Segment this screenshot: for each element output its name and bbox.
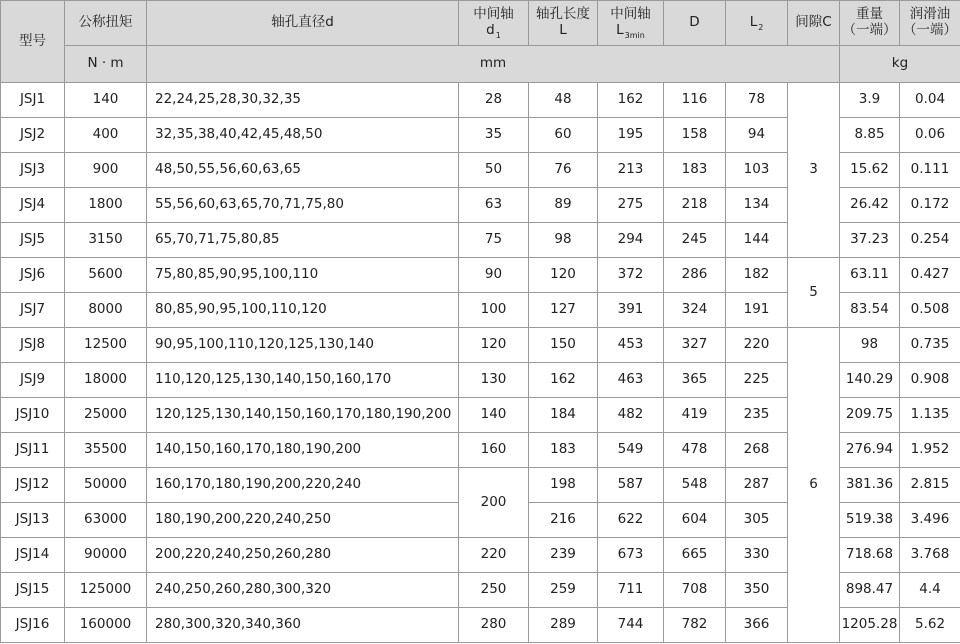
header-weight (840, 1, 900, 46)
weight-cell: 140.29 (840, 363, 900, 398)
bore-cell: 75,80,85,90,95,100,110 (147, 258, 459, 293)
model-cell: JSJ8 (1, 328, 65, 363)
d1-cell: 120 (459, 328, 529, 363)
torque-cell: 90000 (65, 538, 147, 573)
oil-cell: 1.135 (900, 398, 960, 433)
model-cell: JSJ15 (1, 573, 65, 608)
L2-cell: 220 (726, 328, 788, 363)
table-row (1, 258, 960, 293)
model-cell: JSJ13 (1, 503, 65, 538)
header-L3 (598, 1, 664, 46)
header-L2 (726, 1, 788, 46)
torque-cell: 125000 (65, 573, 147, 608)
weight-cell: 26.42 (840, 188, 900, 223)
model-cell: JSJ11 (1, 433, 65, 468)
L3-cell: 673 (598, 538, 664, 573)
weight-cell: 98 (840, 328, 900, 363)
table-row (1, 83, 960, 118)
table-body (1, 83, 960, 643)
header-d1-top: 中间轴 (473, 6, 514, 23)
header-L (529, 1, 598, 46)
bore-cell: 120,125,130,140,150,160,170,180,190,200 (147, 398, 459, 433)
L-cell: 183 (529, 433, 598, 468)
L2-cell: 268 (726, 433, 788, 468)
header-gap: 间隙C (788, 1, 840, 46)
header-L2-sub: 2 (758, 23, 764, 33)
header-d1 (459, 1, 529, 46)
L2-cell: 350 (726, 573, 788, 608)
L3-cell: 622 (598, 503, 664, 538)
L-cell: 239 (529, 538, 598, 573)
torque-cell: 35500 (65, 433, 147, 468)
oil-cell: 3.496 (900, 503, 960, 538)
L2-cell: 144 (726, 223, 788, 258)
gap-cell: 5 (788, 258, 840, 328)
L2-cell: 330 (726, 538, 788, 573)
L3-cell: 391 (598, 293, 664, 328)
D-cell: 324 (664, 293, 726, 328)
D-cell: 327 (664, 328, 726, 363)
L3-cell: 275 (598, 188, 664, 223)
bore-cell: 140,150,160,170,180,190,200 (147, 433, 459, 468)
L-cell: 198 (529, 468, 598, 503)
model-cell: JSJ9 (1, 363, 65, 398)
header-oil-bottom: （一端） (903, 22, 957, 38)
torque-cell: 1800 (65, 188, 147, 223)
model-cell: JSJ14 (1, 538, 65, 573)
header-L3-sub: 3min (624, 31, 645, 40)
model-cell: JSJ12 (1, 468, 65, 503)
D-cell: 548 (664, 468, 726, 503)
D-cell: 708 (664, 573, 726, 608)
L3-cell: 195 (598, 118, 664, 153)
weight-cell: 718.68 (840, 538, 900, 573)
bore-cell: 180,190,200,220,240,250 (147, 503, 459, 538)
header-L-bottom: L (559, 22, 567, 38)
weight-cell: 276.94 (840, 433, 900, 468)
weight-cell: 381.36 (840, 468, 900, 503)
D-cell: 419 (664, 398, 726, 433)
L3-cell: 213 (598, 153, 664, 188)
model-cell: JSJ5 (1, 223, 65, 258)
oil-cell: 0.04 (900, 83, 960, 118)
model-cell: JSJ2 (1, 118, 65, 153)
weight-cell: 1205.28 (840, 608, 900, 643)
bore-cell: 240,250,260,280,300,320 (147, 573, 459, 608)
weight-cell: 37.23 (840, 223, 900, 258)
gap-cell: 3 (788, 83, 840, 258)
L3-cell: 549 (598, 433, 664, 468)
torque-cell: 63000 (65, 503, 147, 538)
d1-cell: 250 (459, 573, 529, 608)
L3-cell: 711 (598, 573, 664, 608)
header-weight-top: 重量 (856, 6, 883, 23)
L3-cell: 294 (598, 223, 664, 258)
oil-cell: 2.815 (900, 468, 960, 503)
table-header (1, 1, 960, 83)
D-cell: 245 (664, 223, 726, 258)
L-cell: 150 (529, 328, 598, 363)
L3-cell: 587 (598, 468, 664, 503)
weight-cell: 83.54 (840, 293, 900, 328)
L2-cell: 182 (726, 258, 788, 293)
L2-cell: 134 (726, 188, 788, 223)
header-oil (900, 1, 960, 46)
header-L3-bottom: L (616, 22, 624, 38)
model-cell: JSJ4 (1, 188, 65, 223)
bore-cell: 200,220,240,250,260,280 (147, 538, 459, 573)
header-weight-bottom: （一端） (842, 22, 897, 38)
D-cell: 116 (664, 83, 726, 118)
D-cell: 665 (664, 538, 726, 573)
bore-cell: 22,24,25,28,30,32,35 (147, 83, 459, 118)
D-cell: 478 (664, 433, 726, 468)
D-cell: 183 (664, 153, 726, 188)
oil-cell: 4.4 (900, 573, 960, 608)
D-cell: 604 (664, 503, 726, 538)
L-cell: 184 (529, 398, 598, 433)
D-cell: 158 (664, 118, 726, 153)
L-cell: 60 (529, 118, 598, 153)
model-cell: JSJ7 (1, 293, 65, 328)
D-cell: 286 (664, 258, 726, 293)
torque-cell: 18000 (65, 363, 147, 398)
unit-torque: N · m (65, 46, 147, 83)
d1-cell: 35 (459, 118, 529, 153)
L2-cell: 78 (726, 83, 788, 118)
torque-cell: 400 (65, 118, 147, 153)
torque-cell: 12500 (65, 328, 147, 363)
L2-cell: 225 (726, 363, 788, 398)
torque-cell: 140 (65, 83, 147, 118)
L2-cell: 94 (726, 118, 788, 153)
model-cell: JSJ6 (1, 258, 65, 293)
header-L-top: 轴孔长度 (536, 6, 590, 23)
torque-cell: 3150 (65, 223, 147, 258)
oil-cell: 0.172 (900, 188, 960, 223)
bore-cell: 280,300,320,340,360 (147, 608, 459, 643)
model-cell: JSJ10 (1, 398, 65, 433)
torque-cell: 50000 (65, 468, 147, 503)
torque-cell: 160000 (65, 608, 147, 643)
L3-cell: 453 (598, 328, 664, 363)
L-cell: 89 (529, 188, 598, 223)
L3-cell: 482 (598, 398, 664, 433)
header-d1-bottom: d (486, 22, 495, 38)
oil-cell: 0.735 (900, 328, 960, 363)
L-cell: 98 (529, 223, 598, 258)
model-cell: JSJ1 (1, 83, 65, 118)
d1-cell: 63 (459, 188, 529, 223)
d1-cell: 90 (459, 258, 529, 293)
L2-cell: 366 (726, 608, 788, 643)
L3-cell: 162 (598, 83, 664, 118)
L-cell: 76 (529, 153, 598, 188)
header-torque: 公称扭矩 (65, 1, 147, 46)
header-d1-sub: 1 (495, 31, 501, 40)
weight-cell: 519.38 (840, 503, 900, 538)
bore-cell: 90,95,100,110,120,125,130,140 (147, 328, 459, 363)
d1-cell: 200 (459, 468, 529, 538)
torque-cell: 25000 (65, 398, 147, 433)
bore-cell: 65,70,71,75,80,85 (147, 223, 459, 258)
unit-mm: mm (147, 46, 840, 83)
D-cell: 782 (664, 608, 726, 643)
oil-cell: 3.768 (900, 538, 960, 573)
L3-cell: 744 (598, 608, 664, 643)
L2-cell: 235 (726, 398, 788, 433)
L-cell: 127 (529, 293, 598, 328)
L3-cell: 372 (598, 258, 664, 293)
oil-cell: 0.427 (900, 258, 960, 293)
oil-cell: 0.908 (900, 363, 960, 398)
header-D: D (664, 1, 726, 46)
bore-cell: 160,170,180,190,200,220,240 (147, 468, 459, 503)
bore-cell: 55,56,60,63,65,70,71,75,80 (147, 188, 459, 223)
L2-cell: 305 (726, 503, 788, 538)
table-row (1, 328, 960, 363)
D-cell: 218 (664, 188, 726, 223)
weight-cell: 8.85 (840, 118, 900, 153)
weight-cell: 3.9 (840, 83, 900, 118)
torque-cell: 900 (65, 153, 147, 188)
d1-cell: 75 (459, 223, 529, 258)
L-cell: 162 (529, 363, 598, 398)
d1-cell: 130 (459, 363, 529, 398)
L2-cell: 287 (726, 468, 788, 503)
d1-cell: 140 (459, 398, 529, 433)
d1-cell: 160 (459, 433, 529, 468)
L-cell: 259 (529, 573, 598, 608)
bore-cell: 32,35,38,40,42,45,48,50 (147, 118, 459, 153)
L-cell: 289 (529, 608, 598, 643)
d1-cell: 50 (459, 153, 529, 188)
model-cell: JSJ3 (1, 153, 65, 188)
torque-cell: 5600 (65, 258, 147, 293)
oil-cell: 0.508 (900, 293, 960, 328)
oil-cell: 0.111 (900, 153, 960, 188)
model-cell: JSJ16 (1, 608, 65, 643)
d1-cell: 100 (459, 293, 529, 328)
L-cell: 48 (529, 83, 598, 118)
d1-cell: 220 (459, 538, 529, 573)
oil-cell: 5.62 (900, 608, 960, 643)
D-cell: 365 (664, 363, 726, 398)
gap-cell: 6 (788, 328, 840, 643)
bore-cell: 48,50,55,56,60,63,65 (147, 153, 459, 188)
header-L3-top: 中间轴 (610, 6, 651, 23)
unit-kg: kg (840, 46, 960, 83)
header-oil-top: 润滑油 (909, 6, 951, 23)
header-model: 型号 (1, 1, 65, 83)
header-bore: 轴孔直径d (147, 1, 459, 46)
L2-cell: 103 (726, 153, 788, 188)
weight-cell: 209.75 (840, 398, 900, 433)
weight-cell: 63.11 (840, 258, 900, 293)
L-cell: 216 (529, 503, 598, 538)
bore-cell: 80,85,90,95,100,110,120 (147, 293, 459, 328)
weight-cell: 15.62 (840, 153, 900, 188)
bore-cell: 110,120,125,130,140,150,160,170 (147, 363, 459, 398)
L2-cell: 191 (726, 293, 788, 328)
d1-cell: 280 (459, 608, 529, 643)
L3-cell: 463 (598, 363, 664, 398)
oil-cell: 1.952 (900, 433, 960, 468)
oil-cell: 0.254 (900, 223, 960, 258)
weight-cell: 898.47 (840, 573, 900, 608)
L-cell: 120 (529, 258, 598, 293)
torque-cell: 8000 (65, 293, 147, 328)
oil-cell: 0.06 (900, 118, 960, 153)
d1-cell: 28 (459, 83, 529, 118)
header-L2-main: L (749, 14, 758, 31)
